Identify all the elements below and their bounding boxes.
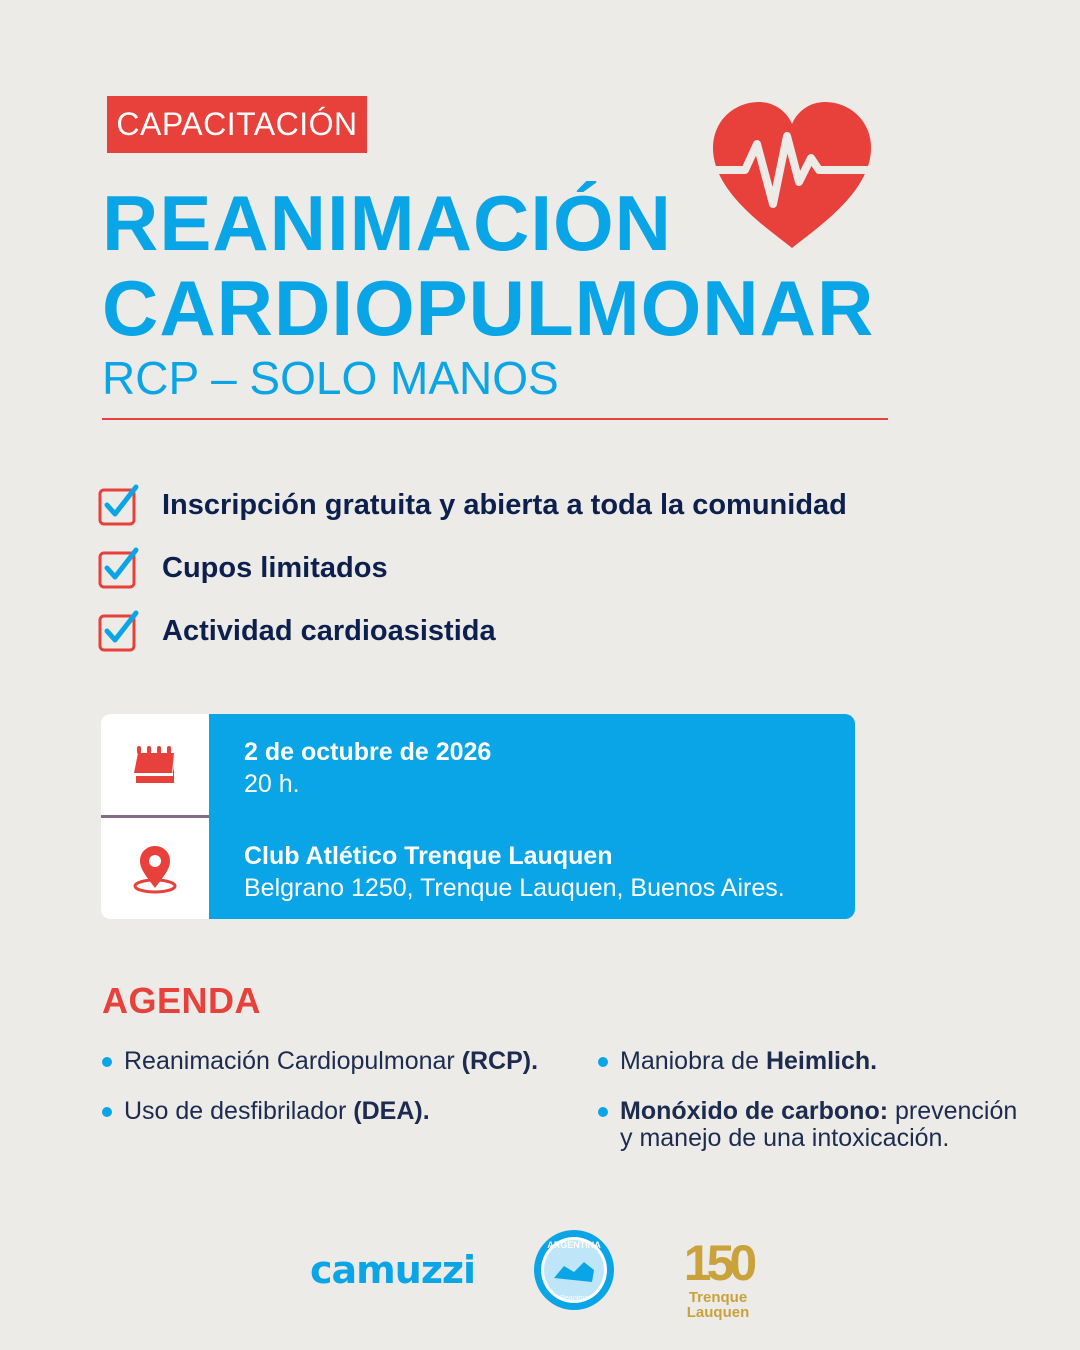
category-badge: CAPACITACIÓN [107,96,367,153]
agenda-item-text: Maniobra de [620,1047,766,1075]
event-date: 2 de octubre de 2026 [244,738,492,766]
title-line-2: CARDIOPULMONAR [102,264,875,352]
feature-text: Actividad cardioasistida [162,614,496,647]
checkbox-icon [98,610,140,652]
agenda-item-text: Reanimación Cardiopulmonar [124,1047,462,1075]
svg-text:Reanima: Reanima [559,1295,589,1302]
features-list [98,483,847,672]
event-location-row [101,818,855,919]
feature-text: Cupos limitados [162,551,388,584]
agenda-item [620,1048,877,1075]
svg-text:Trenque: Trenque [688,1289,748,1306]
feature-item [98,546,847,590]
camuzzi-logo: camuzzi [310,1248,476,1292]
feature-item [98,609,847,653]
event-address: Belgrano 1250, Trenque Lauquen, Buenos Aires. [244,874,785,902]
location-pin-icon [132,844,178,894]
event-venue: Club Atlético Trenque Lauquen [244,842,613,870]
agenda-item [124,1048,538,1075]
agenda-item-text: prevención y manejo de una intoxicación. [620,1097,1018,1152]
sponsor-logos [0,1220,1080,1320]
feature-text: Inscripción gratuita y abierta a toda la comunidad [162,488,847,521]
agenda-item-highlight: Heimlich. [765,1047,878,1075]
bullet-icon [598,1107,608,1117]
svg-text:Lauquen: Lauquen [686,1304,750,1320]
bullet-icon [598,1057,608,1067]
header-divider [102,418,888,420]
event-date-cell [209,714,855,815]
agenda-item-highlight: (RCP). [461,1047,539,1075]
event-info-card [101,714,855,919]
agenda-item-text: Uso de desfibrilador [124,1097,354,1125]
calendar-icon-cell [101,714,209,815]
agenda-item [124,1098,430,1125]
checkbox-icon [98,484,140,526]
checkbox-icon [98,547,140,589]
title-line-1: REANIMACIÓN [102,179,672,267]
svg-text:ARGENTINA: ARGENTINA [547,1240,601,1250]
feature-item [98,483,847,527]
subtitle: RCP – SOLO MANOS [102,352,559,404]
argentina-seal-logo [532,1228,616,1312]
agenda-title: AGENDA [102,980,262,1021]
trenque-lauquen-150-logo [668,1228,768,1320]
calendar-icon [132,743,178,787]
location-icon-cell [101,818,209,919]
bullet-icon [102,1057,112,1067]
bullet-icon [102,1107,112,1117]
svg-text:150: 150 [683,1235,753,1291]
agenda-item-highlight: Monóxido de carbono: [620,1097,889,1125]
event-location-cell [209,818,855,919]
agenda-item [620,1098,1030,1152]
agenda-item-highlight: (DEA). [353,1097,430,1125]
event-date-row [101,714,855,815]
event-time: 20 h. [244,770,300,798]
heart-pulse-icon [707,100,877,252]
